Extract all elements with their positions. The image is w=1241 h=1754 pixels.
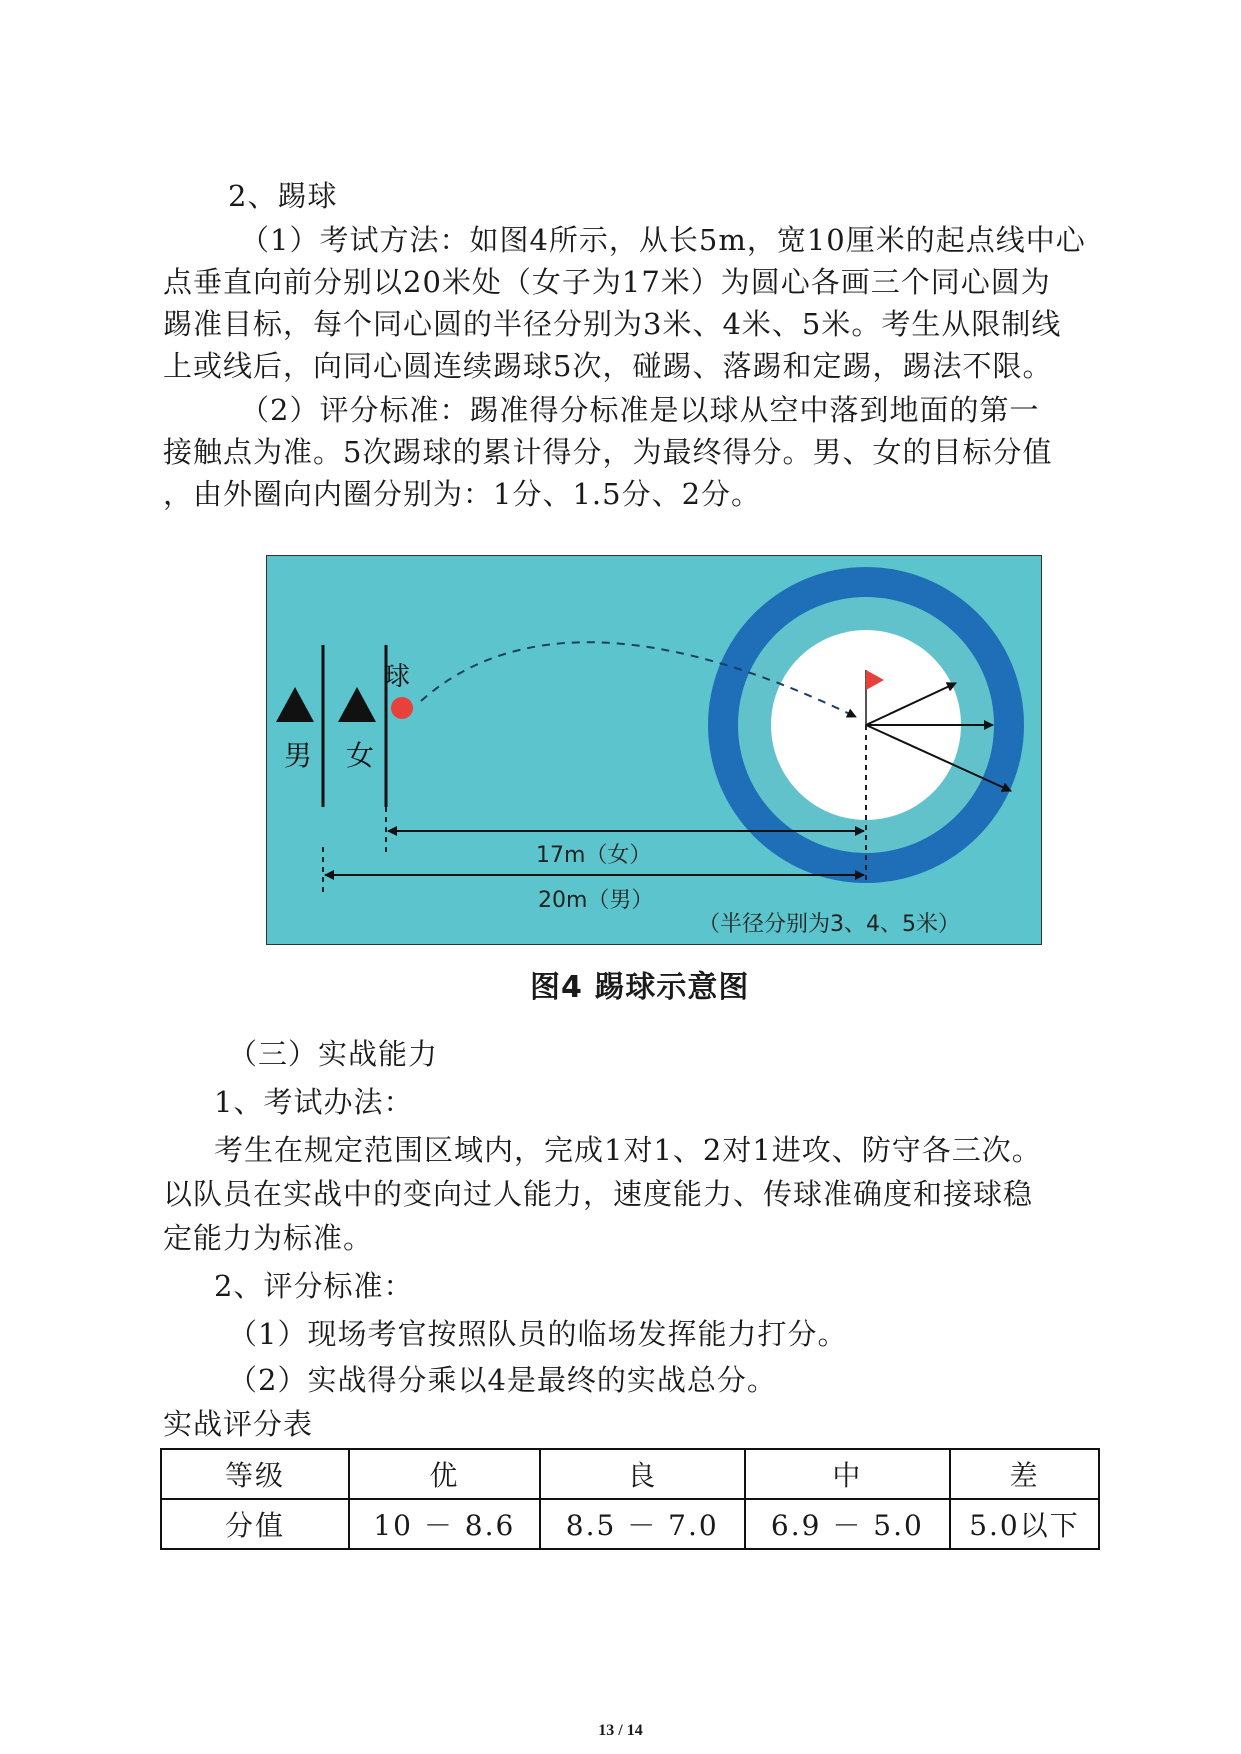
radius-note: （半径分别为3、4、5米）: [698, 912, 960, 937]
table-cell: 良: [540, 1449, 745, 1499]
male-label: 男: [284, 739, 313, 772]
table-cell: 优: [349, 1449, 540, 1499]
ball-icon: [391, 697, 413, 719]
table-cell: 6.9 － 5.0: [745, 1499, 950, 1549]
kick-method-line: 点垂直向前分别以20米处（女子为17米）为圆心各画三个同心圆为: [163, 265, 1051, 299]
female-label: 女: [346, 739, 375, 772]
table-cell: 分值: [161, 1499, 349, 1549]
table-cell: 8.5 － 7.0: [540, 1499, 745, 1549]
kick-method-line: 踢准目标，每个同心圆的半径分别为3米、4米、5米。考生从限制线: [163, 307, 1062, 341]
table-cell: 5.0以下: [950, 1499, 1099, 1549]
table-row: [161, 1499, 1099, 1549]
combat-method-line: 考生在规定范围区域内，完成1对1、2对1进攻、防守各三次。: [214, 1133, 1042, 1167]
kick-method-line: 上或线后，向同心圆连续踢球5次，碰踢、落踢和定踢，踢法不限。: [163, 349, 1053, 383]
table-header-row: [161, 1449, 1099, 1499]
table-cell: 10 － 8.6: [349, 1499, 540, 1549]
kick-diagram: [266, 555, 1042, 945]
figure-caption: 图4 踢球示意图: [530, 970, 750, 1005]
combat-scoring-item: （2）实战得分乘以4是最终的实战总分。: [228, 1363, 777, 1397]
table-cell: 差: [950, 1449, 1099, 1499]
combat-method-line: 定能力为标准。: [163, 1221, 374, 1255]
combat-scoring-item: （1）现场考官按照队员的临场发挥能力打分。: [228, 1317, 848, 1351]
combat-scoring-heading: 2、评分标准：: [214, 1269, 414, 1303]
kick-heading: 2、踢球: [228, 179, 338, 213]
ball-label: 球: [384, 662, 411, 692]
kick-scoring-line: 接触点为准。5次踢球的累计得分，为最终得分。男、女的目标分值: [163, 435, 1053, 469]
kick-scoring-line: ，由外圈向内圈分别为：1分、1.5分、2分。: [163, 477, 762, 511]
male-distance-label: 20m（男）: [538, 888, 654, 913]
kick-method-line: （1）考试方法：如图4所示，从长5m，宽10厘米的起点线中心: [240, 223, 1086, 257]
combat-score-table: [160, 1448, 1100, 1550]
table-cell: 等级: [161, 1449, 349, 1499]
kick-scoring-line: （2）评分标准：踢准得分标准是以球从空中落到地面的第一: [240, 393, 1040, 427]
combat-heading: （三）实战能力: [228, 1037, 439, 1071]
combat-method-line: 以队员在实战中的变向过人能力，速度能力、传球准确度和接球稳: [163, 1177, 1034, 1211]
page-number: 13 / 14: [598, 1722, 643, 1739]
table-title: 实战评分表: [163, 1407, 314, 1441]
female-distance-label: 17m（女）: [536, 843, 652, 868]
combat-method-heading: 1、考试办法：: [214, 1085, 414, 1119]
table-cell: 中: [745, 1449, 950, 1499]
